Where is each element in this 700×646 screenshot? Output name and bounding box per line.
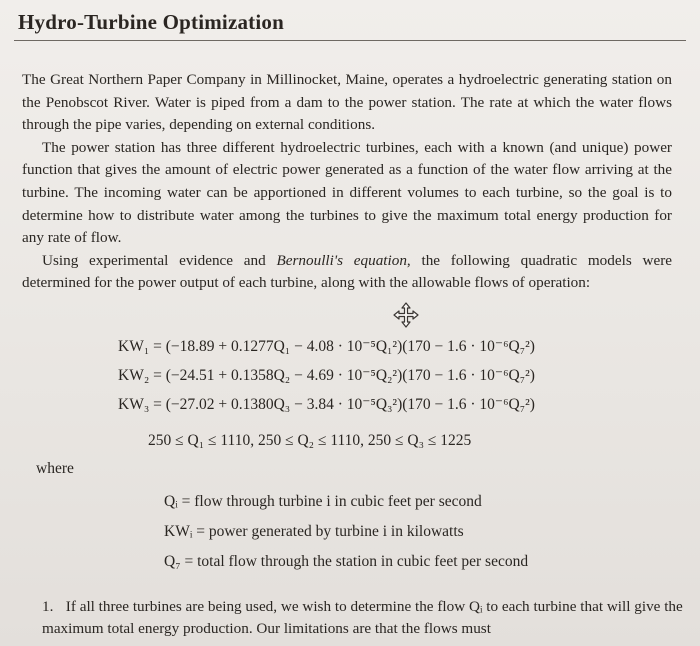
move-cursor-icon (393, 302, 419, 328)
equation-kw3: KW₃ = (−27.02 + 0.1380Q₃ − 3.84 · 10⁻⁵Q₃²)(170 − 1.6 · 10⁻⁶Q₇²) (118, 396, 535, 413)
definition-kwi: KWᵢ = power generated by turbine i in kilowatts (164, 523, 464, 540)
paragraph-models (22, 250, 672, 295)
paragraph-turbines: The power station has three different hydroelectric turbines, each with a known (and unique) power function that gives the amount of electric power generated as a function of the water flow arriving at the turbine. The incoming water can be apportioned in different volumes to each turbine, so the goal is to determine how to distribute water among the turbines to give the maximum total energy production for any rate of flow. (22, 138, 672, 247)
flow-limits: 250 ≤ Q₁ ≤ 1110, 250 ≤ Q₂ ≤ 1110, 250 ≤ Q₃ ≤ 1225 (148, 432, 472, 449)
problem-text: If all three turbines are being used, we wish to determine the flow Qᵢ to each turbine that will give the maximum total energy production. Our limitations are that the flows must (42, 598, 683, 637)
bernoulli-emphasis: Bernoulli's equation (276, 251, 407, 269)
definition-qt: Q₇ = total flow through the station in cubic feet per second (164, 553, 529, 570)
paragraph-models-after: , the following quadratic models were determined for the power output of each turbine, along with the allowable flows of operation: (22, 251, 672, 292)
where-label: where (36, 460, 74, 477)
problem-number: 1. (42, 598, 54, 615)
problem-1 (42, 596, 690, 640)
equation-kw1: KW₁ = (−18.89 + 0.1277Q₁ − 4.08 · 10⁻⁵Q₁²)(170 − 1.6 · 10⁻⁶Q₇²) (118, 338, 535, 355)
power-equations (118, 332, 535, 419)
body-text (22, 69, 672, 295)
variable-definitions (164, 487, 528, 577)
paragraph-models-before: Using experimental evidence and (42, 251, 277, 269)
paragraph-intro: The Great Northern Paper Company in Millinocket, Maine, operates a hydroelectric generating station on the Penobscot River. Water is piped from a dam to the power station. The rate at which the water flows through the pipe varies, depending on external conditions. (22, 71, 672, 134)
definition-qi: Qᵢ = flow through turbine i in cubic feet per second (164, 493, 482, 510)
title-rule (14, 40, 686, 41)
page-title: Hydro-Turbine Optimization (18, 10, 284, 34)
equation-kw2: KW₂ = (−24.51 + 0.1358Q₂ − 4.69 · 10⁻⁵Q₂²)(170 − 1.6 · 10⁻⁶Q₇²) (118, 367, 535, 384)
